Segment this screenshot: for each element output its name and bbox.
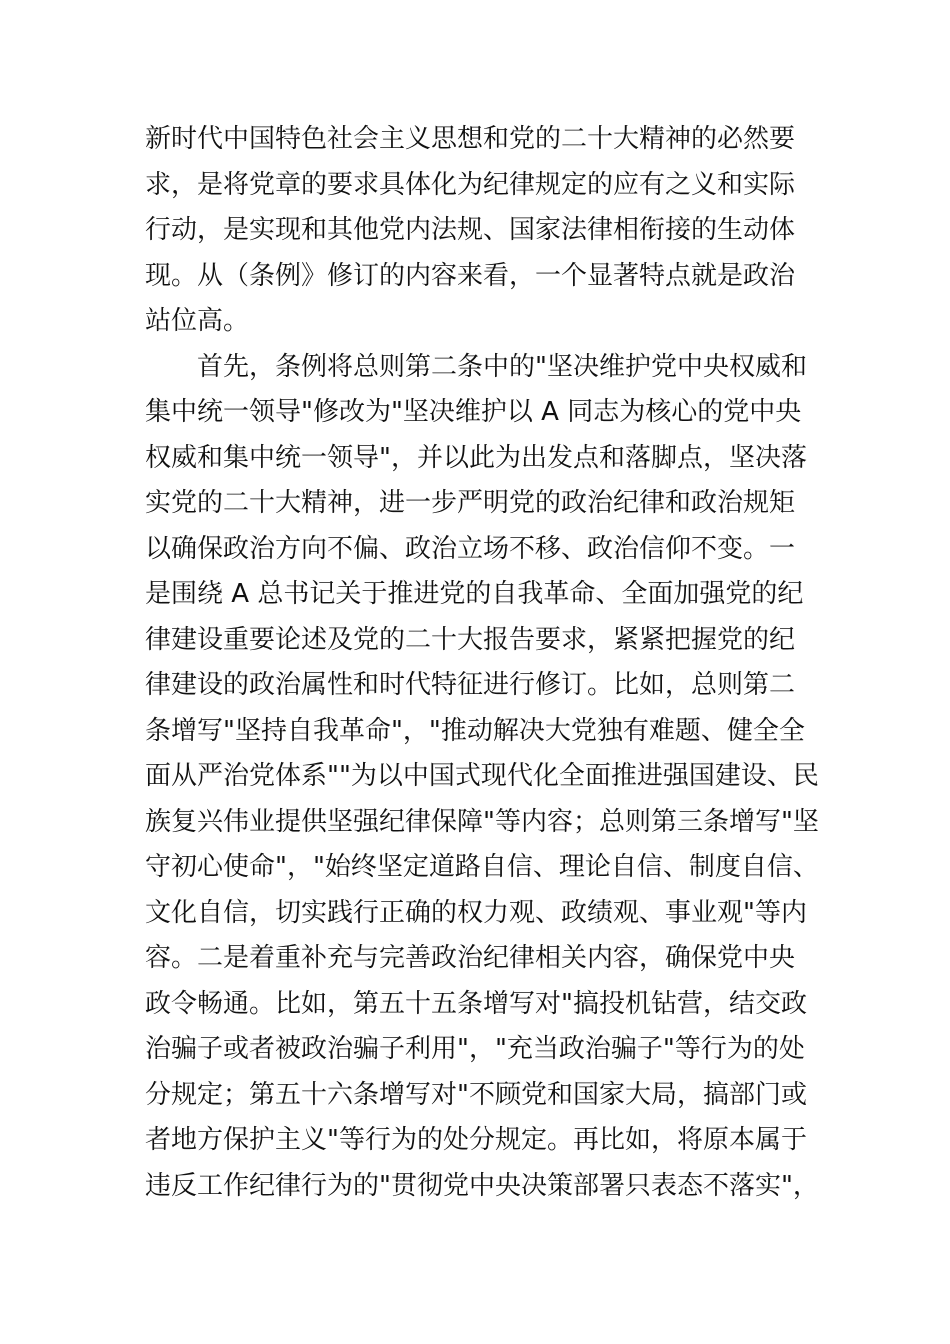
text-line: 权威和集中统一领导"，并以此为出发点和落脚点，坚决落 (145, 442, 807, 473)
text-line: 行动，是实现和其他党内法规、国家法律相衔接的生动体 (145, 215, 796, 245)
text-line: 条增写"坚持自我革命"，"推动解决大党独有难题、健全全 (145, 715, 805, 746)
text-line: 站位高。 (145, 306, 250, 336)
text-line: 政令畅通。比如，第五十五条增写对"搞投机钻营，结交政 (145, 988, 807, 1019)
text-line: 新时代中国特色社会主义思想和党的二十大精神的必然要 (145, 124, 796, 154)
text-line: 实党的二十大精神，进一步严明党的政治纪律和政治规矩 (145, 488, 796, 518)
text-line: 求，是将党章的要求具体化为纪律规定的应有之义和实际 (145, 169, 796, 200)
body-text (145, 117, 825, 1209)
text-line: 首先，条例将总则第二条中的"坚决维护党中央权威和 (197, 351, 807, 382)
text-line: 族复兴伟业提供坚强纪律保障"等内容；总则第三条增写"坚 (145, 806, 819, 837)
text-line: 违反工作纪律行为的"贯彻党中央决策部署只表态不落实"， (145, 1170, 819, 1201)
text-line: 守初心使命"，"始终坚定道路自信、理论自信、制度自信、 (145, 852, 819, 882)
text-line: 现。从（条例》修订的内容来看，一个显著特点就是政治 (145, 260, 796, 291)
text-line: 面从严治党体系""为以中国式现代化全面推进强国建设、民 (145, 761, 819, 791)
text-line: 分规定；第五十六条增写对"不顾党和国家大局，搞部门或 (145, 1079, 807, 1110)
text-line: 文化自信，切实践行正确的权力观、政绩观、事业观"等内 (145, 897, 807, 928)
paragraph-1 (145, 117, 825, 345)
text-line: 律建设的政治属性和时代特征进行修订。比如，总则第二 (145, 670, 796, 700)
text-line: 是围绕 A 总书记关于推进党的自我革命、全面加强党的纪 (145, 579, 804, 609)
text-line: 治骗子或者被政治骗子利用"，"充当政治骗子"等行为的处 (145, 1034, 805, 1064)
paragraph-2 (145, 345, 825, 1210)
text-line: 容。二是着重补充与完善政治纪律相关内容，确保党中央 (145, 943, 796, 973)
text-line: 者地方保护主义"等行为的处分规定。再比如，将原本属于 (145, 1125, 807, 1155)
text-line: 集中统一领导"修改为"坚决维护以 A 同志为核心的党中央 (145, 397, 802, 427)
text-line: 以确保政治方向不偏、政治立场不移、政治信仰不变。一 (145, 533, 796, 564)
text-line: 律建设重要论述及党的二十大报告要求，紧紧把握党的纪 (145, 624, 796, 655)
